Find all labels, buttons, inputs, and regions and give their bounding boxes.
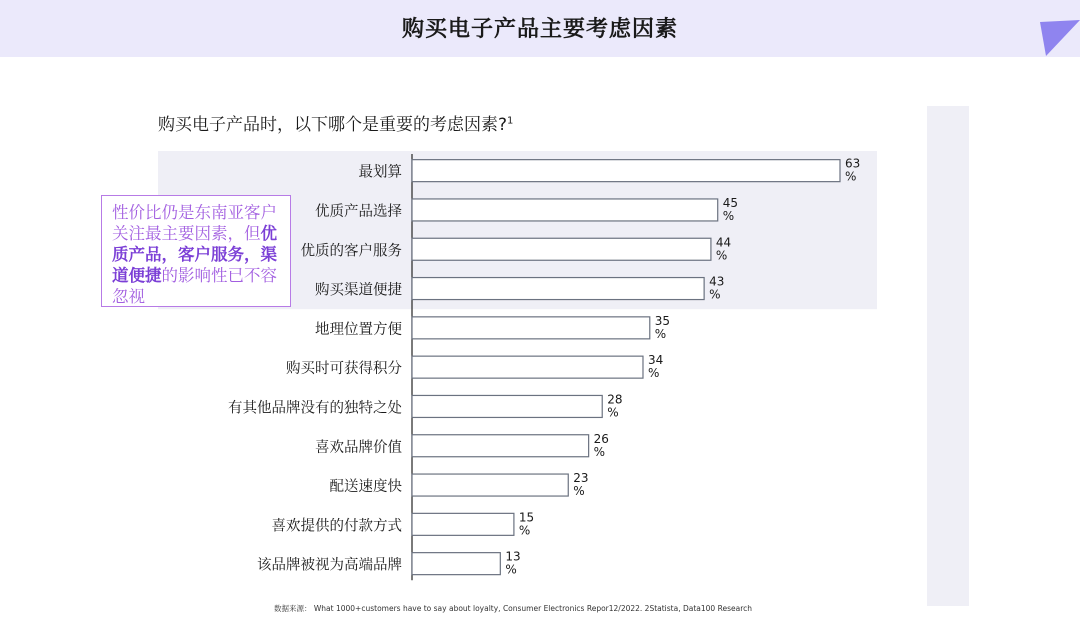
value-label-4: 43 xyxy=(709,274,725,289)
bar-9 xyxy=(412,474,568,496)
value-label-5: 35 xyxy=(654,313,671,328)
source-footnote: 数据来源： What 1000+customers have to say about loyalty, Consumer Electronics Repor12/2022. 2Statista, Data100 Research xyxy=(274,604,752,613)
value-label-2: 45 xyxy=(722,195,738,210)
unit-label-1: % xyxy=(845,169,857,184)
unit-label-8: % xyxy=(593,444,606,459)
bar-4 xyxy=(412,278,704,300)
category-label-2: 优质产品选择 xyxy=(315,203,402,220)
unit-label-5: % xyxy=(654,326,667,341)
bar-10 xyxy=(412,513,514,535)
bar-2 xyxy=(412,199,718,221)
callout-text-1: 性价比仍是东南亚客户关注最主要因素，但 xyxy=(112,203,277,243)
value-label-6: 34 xyxy=(647,353,664,368)
insight-callout xyxy=(101,195,291,307)
page-title: 购买电子产品主要考虑因素 xyxy=(401,17,678,42)
bar-5 xyxy=(412,317,650,339)
category-label-6: 购买时可获得积分 xyxy=(286,361,402,378)
category-label-9: 配送速度快 xyxy=(329,479,402,496)
unit-label-11: % xyxy=(505,562,517,577)
bar-1 xyxy=(412,160,840,182)
callout-text-2: 的影响性已不容忽视 xyxy=(112,266,277,306)
value-label-10: 15 xyxy=(518,510,535,525)
bar-8 xyxy=(412,435,589,457)
value-label-9: 23 xyxy=(573,471,589,486)
question-text: 购买电子产品时，以下哪个是重要的考虑因素? xyxy=(158,115,508,135)
unit-label-6: % xyxy=(647,366,660,381)
unit-label-4: % xyxy=(709,287,721,302)
value-label-3: 44 xyxy=(715,235,732,250)
value-label-11: 13 xyxy=(505,549,521,564)
category-label-7: 有其他品牌没有的独特之处 xyxy=(228,400,402,417)
bar-6 xyxy=(412,356,643,378)
bar-11 xyxy=(412,553,500,575)
category-label-11: 该品牌被视为高端品牌 xyxy=(257,557,402,574)
callout-bold-text: 优质产品，客户服务，渠道便捷 xyxy=(112,224,277,285)
category-label-10: 喜欢提供的付款方式 xyxy=(271,518,402,535)
bar-3 xyxy=(412,238,711,260)
value-label-8: 26 xyxy=(593,431,609,446)
value-label-7: 28 xyxy=(607,392,623,407)
unit-label-7: % xyxy=(607,405,619,420)
unit-label-9: % xyxy=(573,484,585,499)
category-label-1: 最划算 xyxy=(358,164,402,181)
bar-7 xyxy=(412,395,602,417)
category-label-3: 优质的客户服务 xyxy=(300,243,402,260)
value-label-1: 63 xyxy=(845,156,861,171)
unit-label-3: % xyxy=(715,248,728,263)
category-label-4: 购买渠道便捷 xyxy=(315,282,402,299)
question-footnote: 1 xyxy=(507,115,514,127)
unit-label-10: % xyxy=(518,523,531,538)
category-label-8: 喜欢品牌价值 xyxy=(315,439,402,456)
category-label-5: 地理位置方便 xyxy=(315,321,402,338)
unit-label-2: % xyxy=(722,208,735,223)
